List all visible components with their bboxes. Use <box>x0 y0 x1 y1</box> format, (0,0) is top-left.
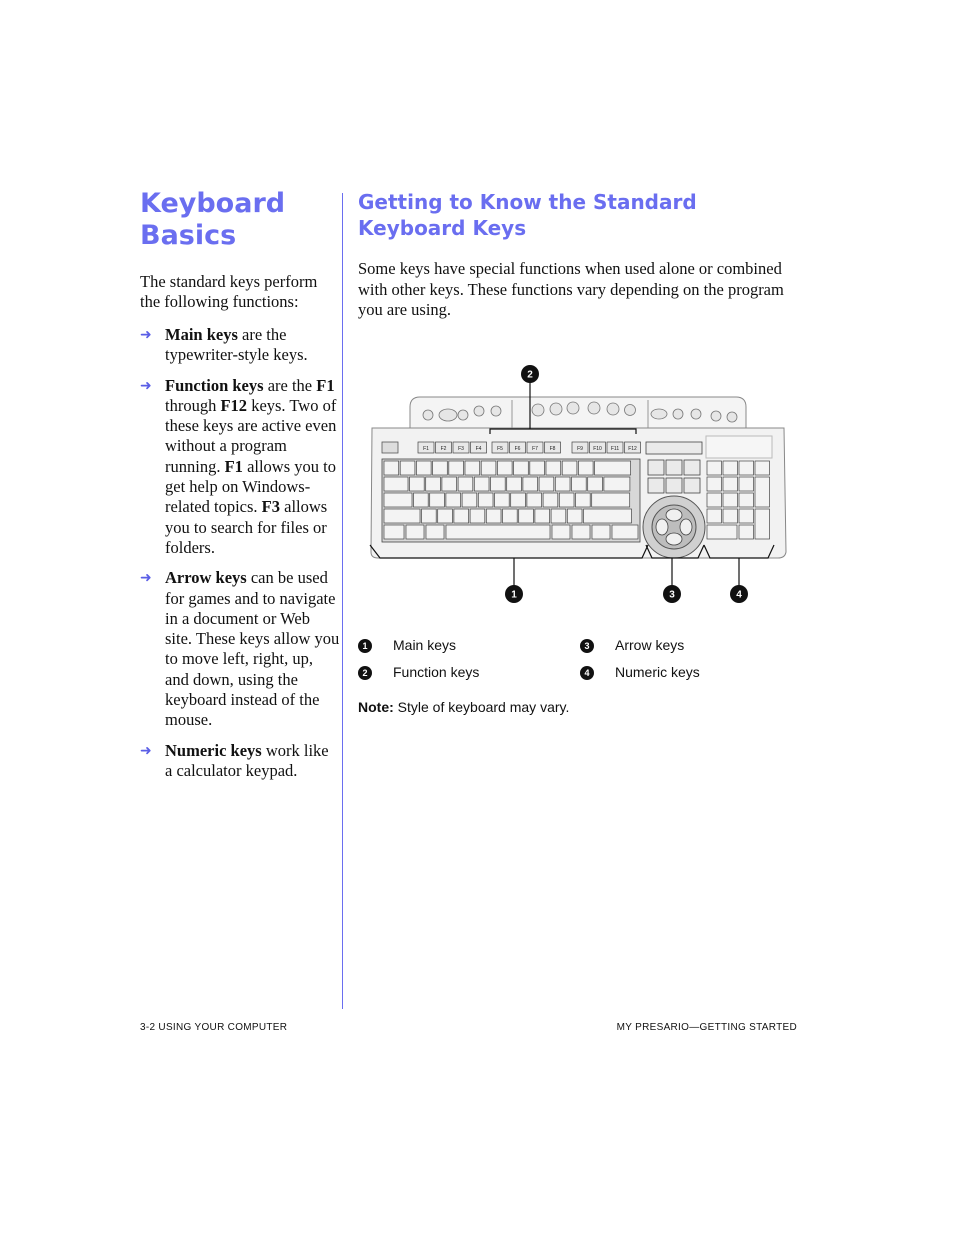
legend-number-1: 1 <box>358 639 372 653</box>
main-key <box>478 493 493 507</box>
main-key <box>562 461 577 475</box>
numeric-key <box>707 509 722 523</box>
bullet-text: through <box>165 395 221 415</box>
main-body-text: Some keys have special functions when used alone or combined with other keys. These functions vary depending on the program you are using. <box>358 259 784 319</box>
bullet-text: are the typewriter-style keys. <box>165 325 308 365</box>
function-key-label: F1 <box>423 446 429 452</box>
bullet-term: F1 <box>224 456 243 476</box>
main-key <box>551 509 566 523</box>
main-key <box>426 525 444 539</box>
main-key <box>400 461 415 475</box>
main-key <box>384 493 412 507</box>
main-key <box>384 525 404 539</box>
main-key <box>535 509 550 523</box>
svg-text:4: 4 <box>736 589 742 601</box>
bullet-arrow-icon: ➜ <box>140 327 152 343</box>
footer-left: 3-2 USING YOUR COMPUTER <box>140 1022 288 1033</box>
main-key <box>555 477 570 491</box>
bullet-text: allows you to get help on Windows-related topics. <box>165 456 336 517</box>
numeric-key <box>755 509 770 539</box>
bullet-term: Main keys <box>165 325 238 344</box>
function-key-label: F5 <box>497 446 503 452</box>
main-key <box>592 525 610 539</box>
main-key <box>530 461 545 475</box>
main-key <box>454 509 469 523</box>
main-key <box>552 525 570 539</box>
main-key <box>588 477 603 491</box>
bullet-term: Arrow keys <box>165 568 247 588</box>
callout-4 <box>730 585 748 603</box>
sidebar-bullet-item <box>140 376 340 559</box>
main-key <box>519 509 534 523</box>
numeric-key <box>739 493 754 507</box>
main-title <box>358 189 798 241</box>
main-key <box>578 461 593 475</box>
sidebar-bullet-item <box>140 568 340 730</box>
main-key <box>442 477 457 491</box>
main-key <box>433 461 448 475</box>
main-key <box>567 509 582 523</box>
function-key-label: F6 <box>514 446 521 452</box>
main-key <box>511 493 526 507</box>
sidebar-bullet-item <box>140 741 340 782</box>
main-key <box>527 493 542 507</box>
main-key <box>572 477 587 491</box>
numeric-key <box>707 477 722 491</box>
numeric-key <box>755 477 770 507</box>
function-key-label: F4 <box>475 446 482 452</box>
function-key-label: F3 <box>458 446 464 452</box>
spacebar-key <box>446 525 550 539</box>
legend-number-4: 4 <box>580 666 594 680</box>
legend-label-function-keys: Function keys <box>393 664 480 680</box>
legend-label-numeric-keys: Numeric keys <box>615 664 700 680</box>
numeric-key <box>723 509 738 523</box>
keyboard-illustration <box>366 362 790 610</box>
bullet-term: F12 <box>220 395 248 415</box>
main-key <box>559 493 574 507</box>
main-key <box>422 509 437 523</box>
callout-1 <box>505 585 523 603</box>
sidebar-intro: The standard keys perform the following functions: <box>140 272 318 312</box>
legend-number-3: 3 <box>580 639 594 653</box>
bullet-text: allows you to search for files or folders. <box>165 497 328 557</box>
note-label: Note: <box>358 699 394 715</box>
main-key <box>546 461 561 475</box>
numeric-key <box>739 525 754 539</box>
main-key <box>592 493 630 507</box>
figure-note <box>358 699 569 715</box>
footer-right: MY PRESARIO—GETTING STARTED <box>616 1022 797 1033</box>
main-key <box>491 477 506 491</box>
main-key <box>576 493 591 507</box>
numeric-key <box>723 477 738 491</box>
main-key <box>503 509 518 523</box>
sidebar-title <box>140 188 330 252</box>
main-key <box>495 493 510 507</box>
bullet-text: can be used for games and to navigate in a document or Web site. These keys allow you to move left, right, up, and down, using the keyboard instead of the mouse. <box>165 568 340 730</box>
main-key <box>514 461 529 475</box>
main-key <box>384 461 399 475</box>
function-key-label: F7 <box>532 446 538 452</box>
main-key <box>604 477 630 491</box>
numeric-key <box>755 461 770 475</box>
main-key <box>465 461 480 475</box>
numeric-key <box>707 525 737 539</box>
main-key <box>384 509 420 523</box>
main-key <box>486 509 501 523</box>
numeric-key <box>739 509 754 523</box>
main-key <box>458 477 473 491</box>
sidebar-title-line2: Basics <box>140 220 237 251</box>
main-key <box>384 477 408 491</box>
numeric-key <box>707 493 722 507</box>
main-key <box>584 509 632 523</box>
main-key <box>539 477 554 491</box>
bullet-arrow-icon: ➜ <box>140 570 152 587</box>
function-key-label: F9 <box>577 446 583 452</box>
main-key <box>481 461 496 475</box>
main-key <box>449 461 464 475</box>
main-key <box>414 493 429 507</box>
main-key <box>612 525 638 539</box>
legend-label-arrow-keys: Arrow keys <box>615 637 685 653</box>
note-text: Style of keyboard may vary. <box>393 699 570 715</box>
sidebar-bullet-item <box>140 325 340 366</box>
function-key-label: F12 <box>628 446 637 452</box>
bullet-term: Numeric keys <box>165 740 262 760</box>
main-key <box>543 493 558 507</box>
main-key <box>416 461 431 475</box>
bullet-term: F3 <box>261 497 281 517</box>
main-key <box>474 477 489 491</box>
bullet-text: keys. Two of these keys are active even without a program running. <box>165 395 337 476</box>
main-key <box>497 461 512 475</box>
callout-2 <box>521 365 539 383</box>
svg-text:3: 3 <box>669 589 675 601</box>
function-key-label: F2 <box>440 446 447 452</box>
bullet-arrow-icon: ➜ <box>140 377 152 394</box>
main-key <box>406 525 424 539</box>
legend-label-main-keys: Main keys <box>393 637 457 653</box>
bullet-term: F1 <box>316 375 335 395</box>
column-divider <box>342 193 343 1009</box>
numeric-key <box>739 477 754 491</box>
numeric-key <box>723 461 738 475</box>
main-key <box>410 477 425 491</box>
callout-3 <box>663 585 681 603</box>
function-key-label: F8 <box>549 446 556 452</box>
bullet-term: Function keys <box>165 375 264 395</box>
function-key-label: F10 <box>593 446 602 452</box>
main-key <box>430 493 445 507</box>
main-key <box>572 525 590 539</box>
main-title-line1: Getting to Know the Standard <box>358 190 697 214</box>
sidebar-title-line1: Keyboard <box>140 188 286 219</box>
main-key <box>523 477 538 491</box>
main-key <box>438 509 453 523</box>
main-key <box>426 477 441 491</box>
sidebar-bullet-list <box>140 325 340 791</box>
numeric-key <box>707 461 722 475</box>
svg-text:2: 2 <box>527 369 533 381</box>
numeric-key <box>739 461 754 475</box>
numeric-key <box>723 493 738 507</box>
main-title-line2: Keyboard Keys <box>358 216 527 240</box>
main-key <box>462 493 477 507</box>
svg-text:1: 1 <box>511 589 517 601</box>
legend-number-2: 2 <box>358 666 372 680</box>
bullet-text: are the <box>263 375 317 395</box>
main-key <box>446 493 461 507</box>
bullet-text: work like a calculator keypad. <box>165 740 329 780</box>
bullet-arrow-icon: ➜ <box>140 742 152 759</box>
main-key <box>470 509 485 523</box>
main-key <box>507 477 522 491</box>
main-key <box>595 461 631 475</box>
function-key-label: F11 <box>610 446 620 452</box>
